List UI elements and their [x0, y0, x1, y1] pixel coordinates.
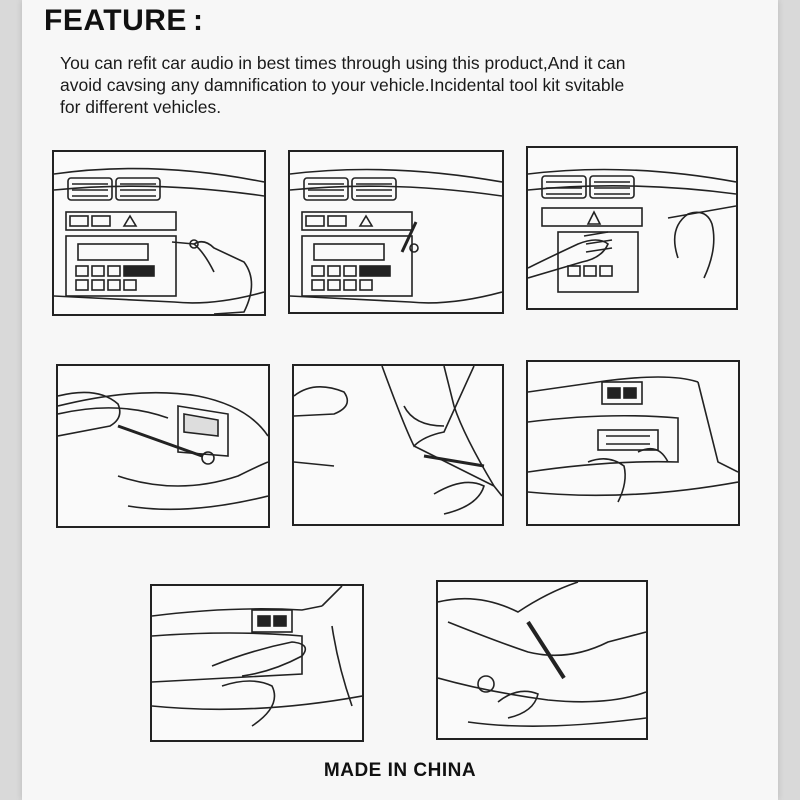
- dashboard-pry-tool-illustration: [288, 150, 504, 314]
- window-switch-panel-illustration: [526, 360, 740, 526]
- title-colon: :: [192, 4, 204, 37]
- dashboard-radio-removal-illustration: [52, 150, 266, 316]
- door-switch-lift-illustration: [150, 584, 364, 742]
- page-title: [44, 4, 203, 38]
- made-in-label: MADE IN CHINA: [323, 760, 477, 781]
- description-line-1: You can refit car audio in best times through using this product,And it can: [60, 53, 626, 73]
- door-panel-pry-illustration: [56, 364, 270, 528]
- door-clip-removal-illustration: [436, 580, 648, 740]
- description-line-2: avoid cavsing any damnification to your vehicle.Incidental tool kit svitable: [60, 75, 625, 95]
- title-text: FEATURE: [44, 4, 187, 37]
- dashboard-panel-removal-illustration: [526, 146, 738, 310]
- door-trim-lever-illustration: [292, 364, 504, 526]
- description-line-3: for different vehicles.: [60, 97, 222, 117]
- feature-description: [60, 52, 760, 118]
